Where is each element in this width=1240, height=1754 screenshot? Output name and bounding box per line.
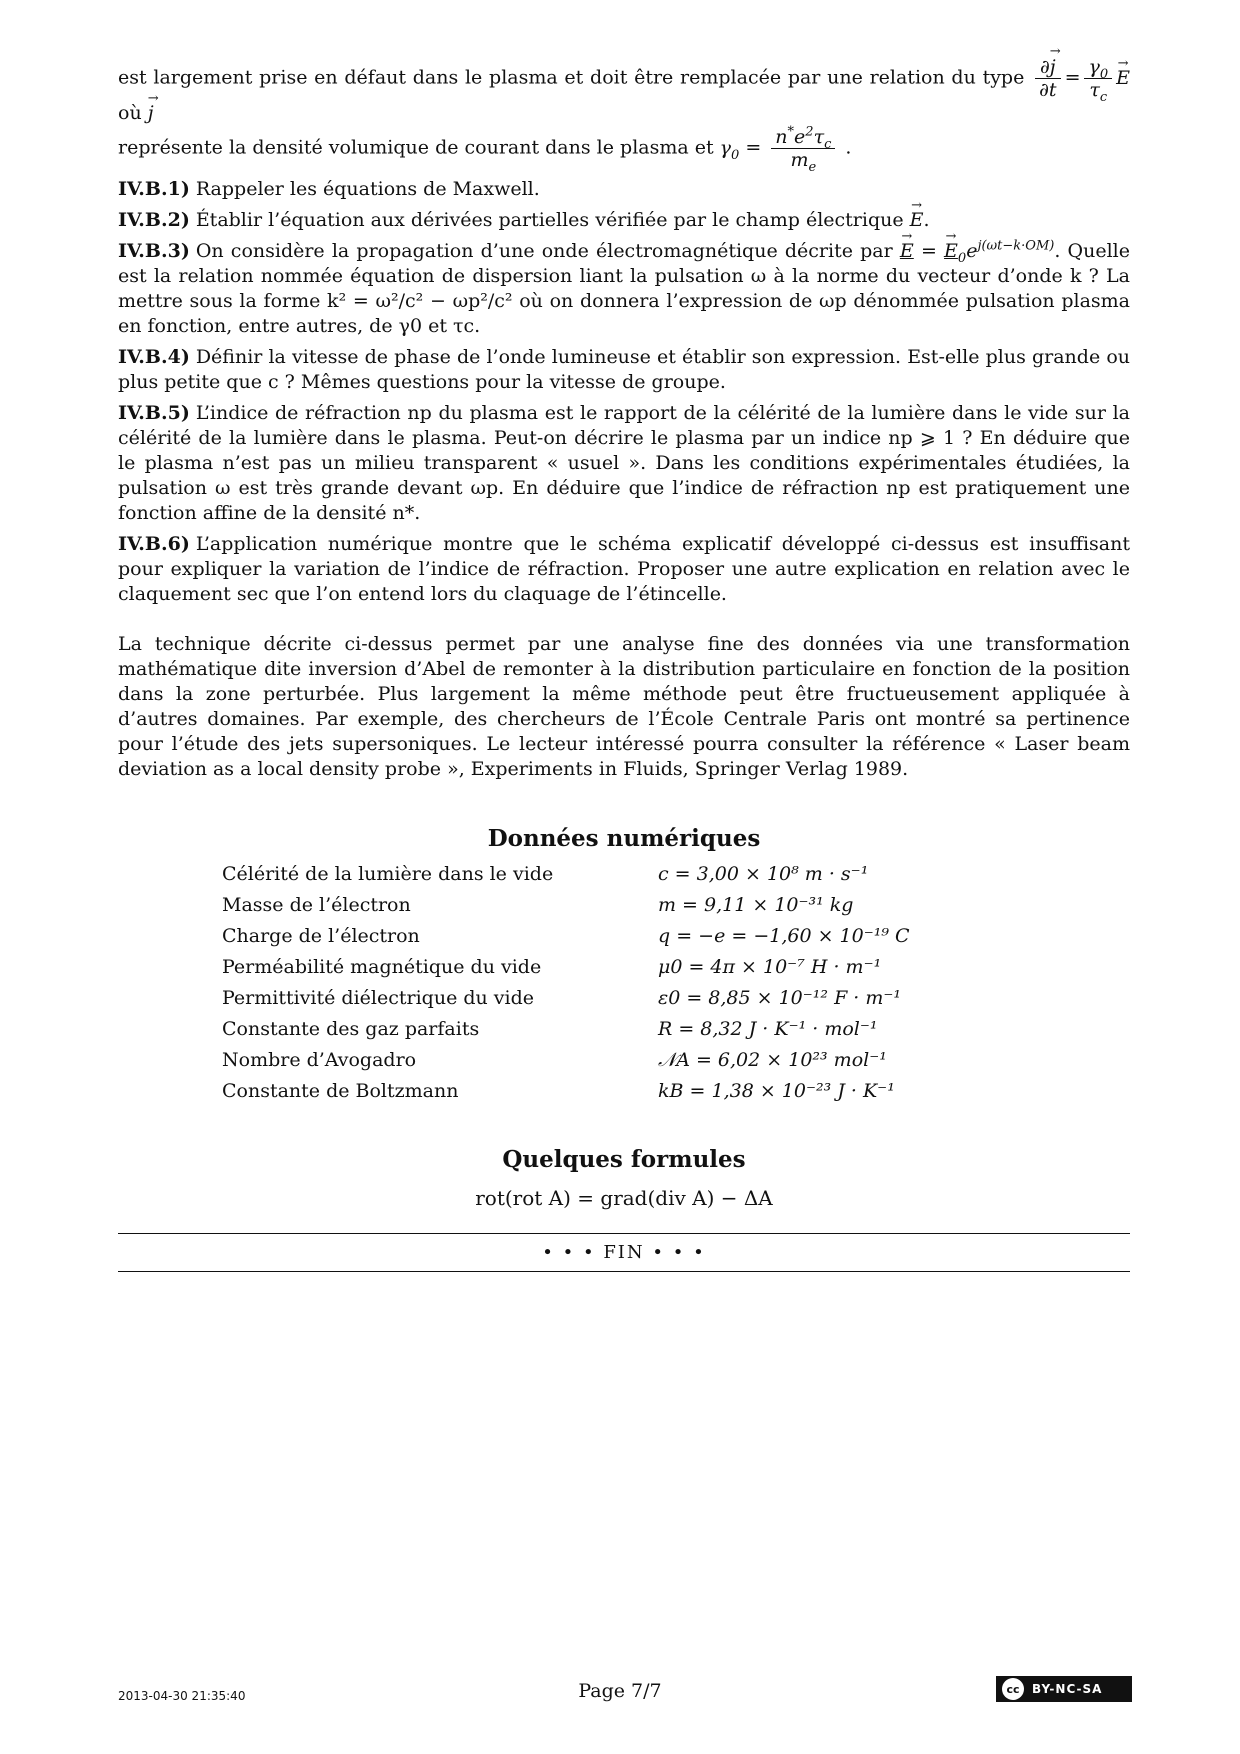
intro-line2: représente la densité volumique de courant dans le plasma et [118,136,714,159]
footer-page-number: Page 7/7 [578,1680,662,1702]
djdt-fraction: $\frac{\partial\to j}{\partial t}$ [1035,56,1060,101]
donnees-table [222,859,910,1107]
table-row: Constante des gaz parfaits R = 8,32 J · K⁻¹ · mol⁻¹ [222,1018,878,1040]
question-ivb5: IV.B.5) L’indice de réfraction np du plasma est le rapport de la célérité de la lumière dans le vide sur la célérité de la lumière dans le plasma. Peut-on décrire le plasma par un indice np ⩾ 1 ? En déduire que le plasma n’est pas un milieu transparent « usuel ». Dans les conditions expérimentales étudiées, la pulsation ω est très grande devant ωp. En déduire que l’indice de réfraction np est pratiquement une fonction affine de la densité n*. [118,402,1130,524]
table-row: Constante de Boltzmann kB = 1,38 × 10⁻²³ J · K⁻¹ [222,1080,895,1102]
intro-paragraph: est largement prise en défaut dans le plasma et doit être remplacée par une relation du type $\frac{\partial\to j}{\partial t}$ = $\frac{\gamma_0}{\tau_c}$ → E où → j représente la densité volumique de courant dans le plasma et $\gamma_0$ = $\frac{n^*e^2\tau_c}{m_e}$ . [118,56,1130,171]
question-ivb3: IV.B.3) On considère la propagation d’une onde électromagnétique décrite par → E = → $E_0e^{j(\omega t-k\cdot OM)}$. Quelle est la relation nommée équation de dispersion liant la pulsation ω à la norme du vecteur d’onde k ? La mettre sous la forme k² = ω²/c² − ωp²/c² où on donnera l’expression de ωp dénommée pulsation plasma en fonction, entre autres, de γ0 et τc. [118,239,1130,339]
page-content [118,56,1130,1272]
gamma-tau-fraction: $\frac{\gamma_0}{\tau_c}$ [1084,56,1112,101]
table-row: Charge de l’électron q = −e = −1,60 × 10⁻¹⁹ C [222,925,910,947]
table-row: Masse de l’électron m = 9,11 × 10⁻³¹ kg [222,894,854,916]
table-row: Permittivité diélectrique du vide ε0 = 8,85 × 10⁻¹² F · m⁻¹ [222,987,902,1009]
question-ivb4: IV.B.4) Définir la vitesse de phase de l’onde lumineuse et établir son expression. Est-elle plus grande ou plus petite que c ? Mêmes questions pour la vitesse de groupe. [118,346,1130,393]
footer-timestamp: 2013-04-30 21:35:40 [118,1689,246,1703]
bottom-rule [118,1271,1130,1272]
gamma0-fraction: $\frac{n^*e^2\tau_c}{m_e}$ [771,126,835,171]
donnees-title: Données numériques [487,825,761,852]
top-rule [118,1233,1130,1234]
cc-license-badge[interactable] [996,1676,1132,1702]
table-row: Nombre d’Avogadro 𝒩A = 6,02 × 10²³ mol⁻¹ [222,1049,887,1071]
creative-commons-icon: cc [1002,1678,1024,1700]
formules-title: Quelques formules [502,1146,746,1173]
intro-line1: est largement prise en défaut dans le plasma et doit être remplacée par une relation du type [118,66,1025,89]
question-ivb1: IV.B.1) Rappeler les équations de Maxwell. [118,178,540,200]
question-ivb2: IV.B.2) Établir l’équation aux dérivées partielles vérifiée par le champ électrique → E. [118,208,1130,233]
question-ivb6: IV.B.6) L’application numérique montre que le schéma explicatif développé ci-dessus est insuffisant pour expliquer la variation de l’indice de réfraction. Proposer une autre explication en relation avec le claquement sec que l’on entend lors du claquage de l’étincelle. [118,533,1130,605]
rot-rot-formula: rot(rot A) = grad(div A) − ΔA [475,1186,773,1210]
fin-marker: • • • FIN • • • [542,1242,706,1263]
table-row: Perméabilité magnétique du vide μ0 = 4π × 10⁻⁷ H · m⁻¹ [222,956,882,978]
closing-paragraph: La technique décrite ci-dessus permet par une analyse fine des données via une transformation mathématique dite inversion d’Abel de remonter à la distribution particulaire en fonction de la position dans la zone perturbée. Plus largement la même méthode peut être fructueusement appliquée à d’autres domaines. Par exemple, des chercheurs de l’École Centrale Paris ont montré sa pertinence pour l’étude des jets supersoniques. Le lecteur intéressé pourra consulter la référence « Laser beam deviation as a local density probe », Experiments in Fluids, Springer Verlag 1989. [118,633,1130,780]
intro-line1-end: où [118,102,142,124]
license-label: BY-NC-SA [1032,1681,1103,1696]
table-row: Célérité de la lumière dans le vide c = 3,00 × 10⁸ m · s⁻¹ [222,863,869,885]
